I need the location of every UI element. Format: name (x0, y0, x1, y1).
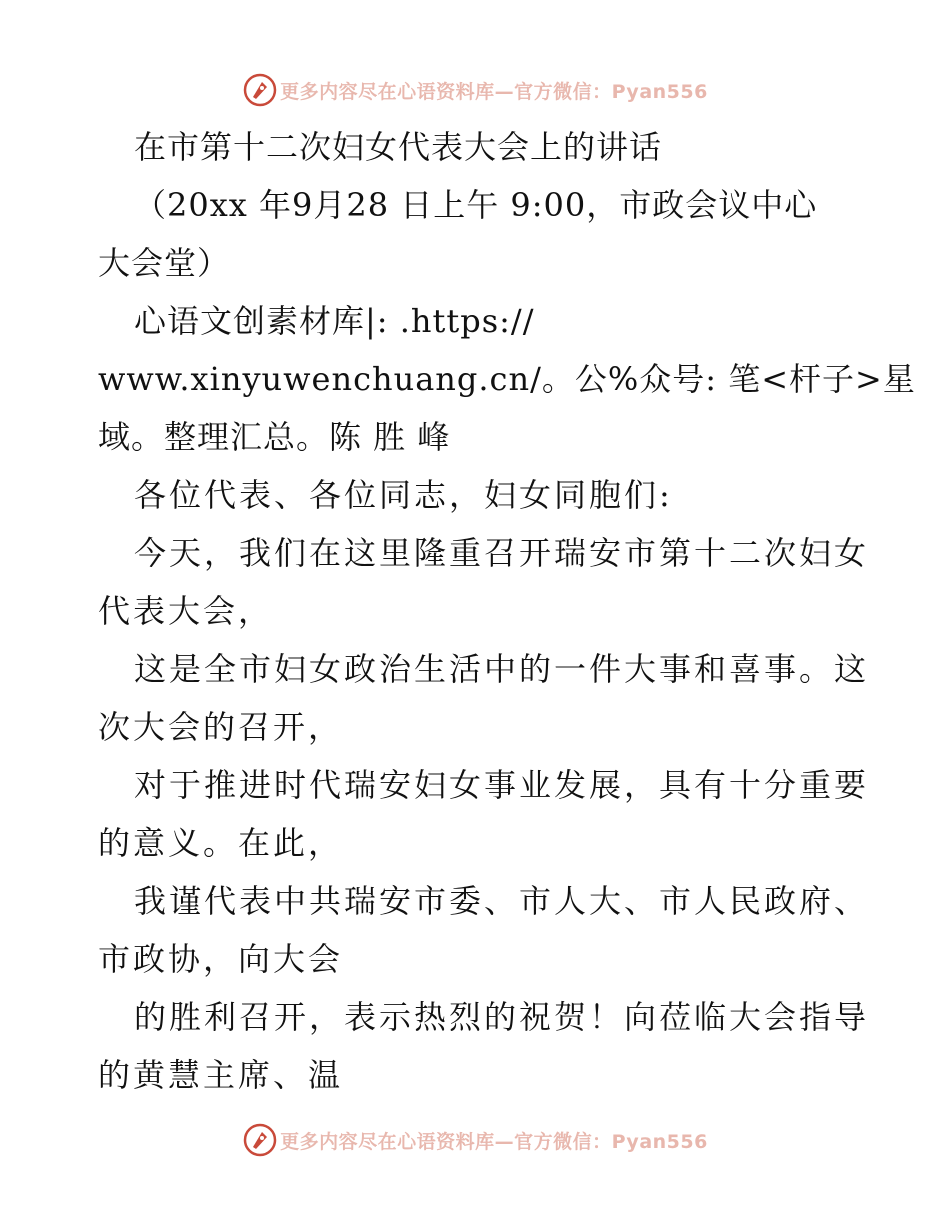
pen-nib-circle-logo-icon (242, 1122, 278, 1158)
document-line: 今天，我们在这里隆重召开瑞安市第十二次妇女 (134, 534, 870, 572)
pen-nib-circle-logo-icon (242, 72, 278, 108)
document-line: 代表大会， (98, 592, 274, 630)
document-line: www.xinyuwenchuang.cn/。公%众号: 笔<杆子>星 (98, 360, 916, 398)
header-watermark-text: 更多内容尽在心语资料库—官方微信：Pyan556 (280, 80, 708, 103)
document-line: 我谨代表中共瑞安市委、市人大、市人民政府、 (134, 882, 870, 920)
document-line: （20xx 年9月28 日上午 9:00，市政会议中心 (134, 186, 818, 224)
document-line: 大会堂） (98, 244, 231, 282)
document-line: 心语文创素材库|: .https:// (134, 302, 535, 340)
document-body (98, 118, 916, 1104)
footer-watermark (0, 1120, 950, 1160)
document-line: 的意义。在此， (98, 824, 344, 862)
document-line: 的黄慧主席、温 (98, 1056, 344, 1094)
header-watermark (0, 70, 950, 110)
document-line: 次大会的召开， (98, 708, 344, 746)
document-line: 的胜利召开，表示热烈的祝贺！向莅临大会指导 (134, 998, 870, 1036)
document-line: 域。整理汇总。陈 胜 峰 (98, 418, 451, 456)
footer-watermark-text: 更多内容尽在心语资料库—官方微信：Pyan556 (280, 1130, 708, 1153)
document-line: 对于推进时代瑞安妇女事业发展，具有十分重要 (134, 766, 870, 804)
document-line: 这是全市妇女政治生活中的一件大事和喜事。这 (134, 650, 870, 688)
document-title: 在市第十二次妇女代表大会上的讲话 (134, 128, 663, 166)
document-line: 市政协，向大会 (98, 940, 344, 978)
document-line: 各位代表、各位同志，妇女同胞们: (134, 476, 673, 514)
